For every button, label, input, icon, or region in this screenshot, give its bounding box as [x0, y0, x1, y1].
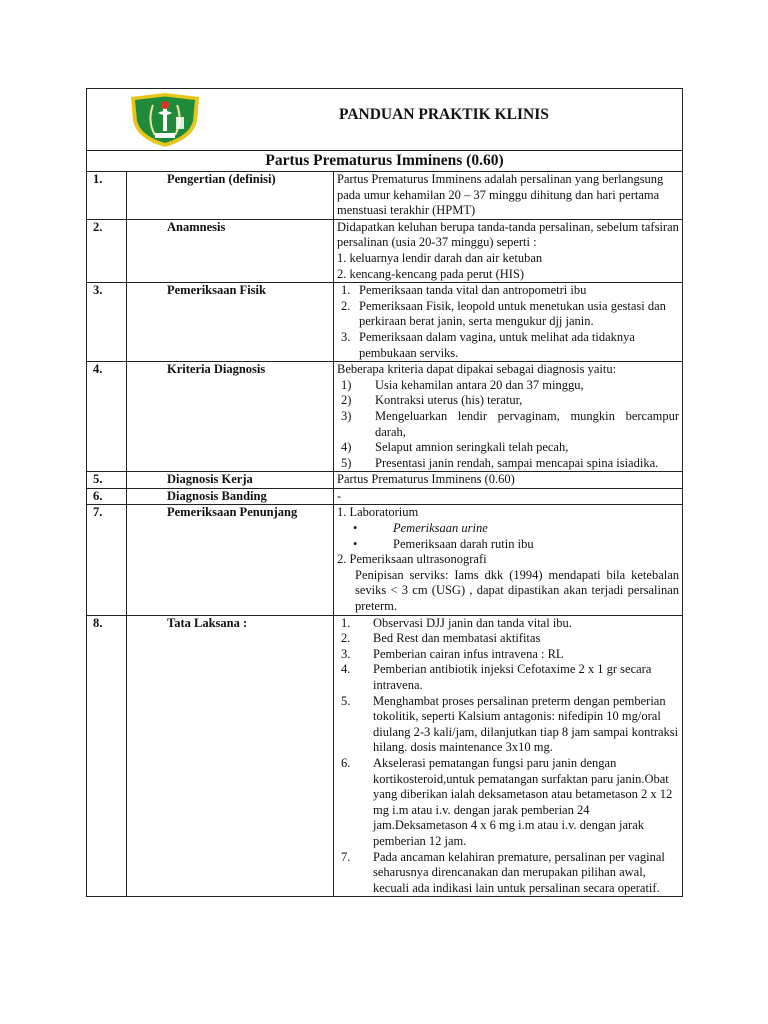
criteria-intro: Beberapa kriteria dapat dipakai sebagai diagnosis yaitu:	[337, 362, 617, 377]
row-content	[334, 505, 683, 615]
list-item	[337, 283, 679, 299]
list-item	[337, 537, 679, 553]
list-marker: 7.	[341, 849, 351, 864]
list-text: Pemberian cairan infus intravena : RL	[373, 646, 564, 661]
row-number: 6.	[87, 488, 127, 505]
list-text: Akselerasi pematangan fungsi paru janin dengan kortikosteroid,untuk pematangan surfaktan paru janin.Obat yang diberikan ialah deksametason atau betametason 2 x 12 mg i.m atau i.v. dengan jarak pemberian 24 jam.Deksametason 4 x 6 mg i.m atau i.v. dengan jarak pemberian 12 jam.	[373, 755, 673, 848]
row-label: Pemeriksaan Fisik	[127, 283, 334, 362]
list-text: Pemeriksaan darah rutin ibu	[393, 536, 534, 551]
row-label: Anamnesis	[127, 219, 334, 282]
list-text: Pemberian antibiotik injeksi Cefotaxime 2 x 1 gr secara intravena.	[373, 662, 652, 692]
row-number: 7.	[87, 505, 127, 615]
list-marker: 6.	[341, 755, 351, 770]
row-number: 4.	[87, 362, 127, 472]
list-marker: 5.	[341, 693, 351, 708]
row-label: Diagnosis Banding	[127, 488, 334, 505]
list-item	[337, 616, 679, 632]
list-item	[337, 456, 679, 472]
table-row	[87, 505, 683, 615]
anamnesis-intro: Didapatkan keluhan berupa tanda-tanda persalinan, sebelum tafsiran persalinan (usia 20-37 minggu) seperti :	[337, 219, 679, 250]
definition-text: Partus Prematurus Imminens adalah persalinan yang berlangsung pada umur kehamilan 20 – 37 minggu dihitung dan hari pertama menstuasi terakhir (HPMT)	[337, 172, 664, 218]
list-item: 1. keluarnya lendir darah dan air ketuban	[337, 250, 543, 265]
row-content	[334, 615, 683, 897]
list-marker: 2.	[341, 298, 351, 313]
crest-logo-icon	[127, 91, 203, 149]
table-row	[87, 615, 683, 897]
bullet-icon: •	[353, 536, 358, 551]
list-text: Pada ancaman kelahiran premature, persalinan per vaginal seharusnya direncanakan dan merupakan pilihan awal, kecuali ada indikasi lain untuk persalinan secara operatif.	[373, 849, 665, 895]
list-text: Pemeriksaan urine	[393, 521, 488, 536]
list-item: 2. kencang-kencang pada perut (HIS)	[337, 266, 525, 281]
row-content	[334, 172, 683, 220]
list-marker: 1.	[341, 283, 351, 298]
list-text: Menghambat proses persalinan preterm dengan pemberian tokolitik, seperti Kalsium antagonis: nifedipin 10 mg/oral diulang 2-3 kali/jam, dilanjutkan tiap 8 jam sampai kontraksi hilang. dosis maintenance 3x10 mg.	[373, 693, 679, 755]
list-text: Mengeluarkan lendir pervaginam, mungkin bercampur darah,	[375, 408, 680, 439]
list-text: Kontraksi uterus (his) teratur,	[375, 393, 523, 408]
clinical-guideline-table	[86, 88, 683, 897]
list-text: Pemeriksaan tanda vital dan antropometri ibu	[359, 283, 587, 298]
bullet-icon: •	[353, 521, 358, 536]
list-item	[337, 393, 679, 409]
header-cell	[87, 89, 683, 151]
list-text: Bed Rest dan membatasi aktifitas	[373, 631, 541, 646]
list-text: Presentasi janin rendah, sampai mencapai spina isiadika.	[375, 455, 659, 470]
list-marker: 4)	[341, 440, 352, 455]
list-marker: 2)	[341, 393, 352, 408]
list-item	[337, 521, 679, 537]
row-number: 5.	[87, 472, 127, 489]
list-item	[337, 850, 679, 897]
table-row	[87, 219, 683, 282]
row-label: Kriteria Diagnosis	[127, 362, 334, 472]
usg-heading: 2. Pemeriksaan ultrasonografi	[337, 552, 487, 567]
list-marker: 1.	[341, 615, 351, 630]
row-label: Tata Laksana :	[127, 615, 334, 897]
list-item	[337, 694, 679, 756]
list-marker: 4.	[341, 662, 351, 677]
list-item	[337, 409, 679, 440]
list-marker: 3)	[341, 408, 352, 423]
list-marker: 2.	[341, 631, 351, 646]
table-row	[87, 283, 683, 362]
list-item	[337, 756, 679, 850]
row-number: 3.	[87, 283, 127, 362]
list-item	[337, 378, 679, 394]
row-number: 8.	[87, 615, 127, 897]
row-content	[334, 362, 683, 472]
list-item	[337, 299, 679, 330]
row-label: Pemeriksaan Penunjang	[127, 505, 334, 615]
list-text: Pemeriksaan dalam vagina, untuk melihat ada tidaknya pembukaan serviks.	[359, 329, 635, 360]
row-content: Partus Prematurus Imminens (0.60)	[334, 472, 683, 489]
table-row	[87, 172, 683, 220]
list-marker: 3.	[341, 646, 351, 661]
document-subtitle: Partus Prematurus Imminens (0.60)	[87, 151, 683, 172]
list-text: Selaput amnion seringkali telah pecah,	[375, 440, 569, 455]
row-content: -	[334, 488, 683, 505]
list-item	[337, 440, 679, 456]
usg-text: Penipisan serviks: Iams dkk (1994) mendapati bila ketebalan seviks < 3 cm (USG) , dapat dipastikan akan terjadi persalinan preterm.	[355, 567, 680, 614]
document-title: PANDUAN PRAKTIK KLINIS	[339, 106, 549, 123]
list-marker: 5)	[341, 455, 352, 470]
table-row	[87, 488, 683, 505]
list-item	[337, 662, 679, 693]
list-item	[337, 647, 679, 663]
subtitle-row	[87, 151, 683, 172]
lab-heading: 1. Laboratorium	[337, 505, 419, 520]
list-text: Pemeriksaan Fisik, leopold untuk menetukan usia gestasi dan perkiraan berat janin, serta mengukur djj janin.	[359, 298, 666, 329]
row-content	[334, 283, 683, 362]
row-content	[334, 219, 683, 282]
list-text: Usia kehamilan antara 20 dan 37 minggu,	[375, 377, 584, 392]
row-number: 1.	[87, 172, 127, 220]
list-marker: 1)	[341, 377, 352, 392]
list-item	[337, 330, 679, 361]
list-text: Observasi DJJ janin dan tanda vital ibu.	[373, 615, 572, 630]
row-label: Pengertian (definisi)	[127, 172, 334, 220]
row-label: Diagnosis Kerja	[127, 472, 334, 489]
table-row	[87, 362, 683, 472]
row-number: 2.	[87, 219, 127, 282]
list-item	[337, 631, 679, 647]
list-marker: 3.	[341, 329, 351, 344]
table-row	[87, 472, 683, 489]
header-row	[87, 89, 683, 151]
